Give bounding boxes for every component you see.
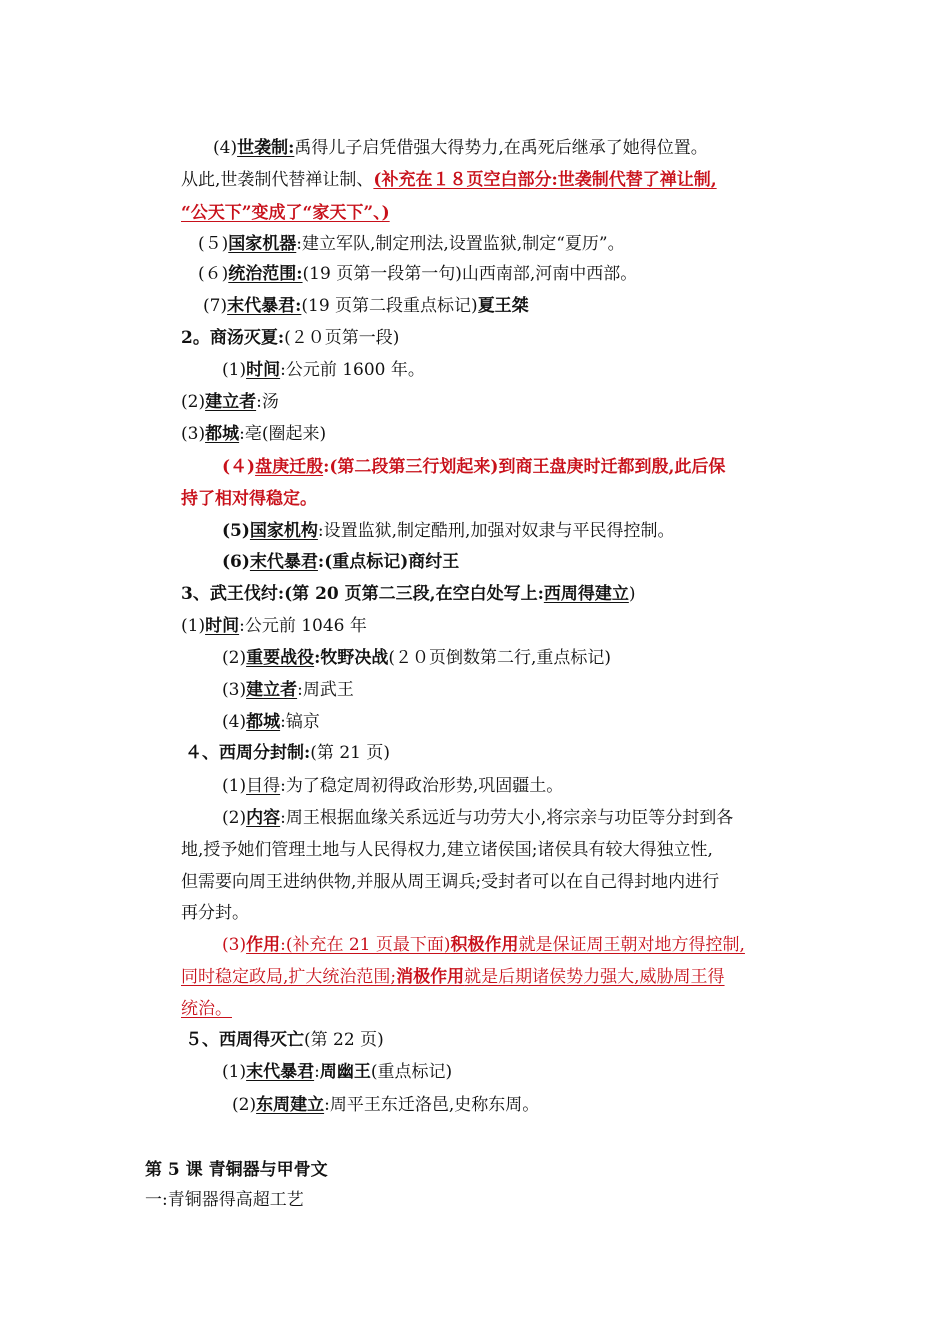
line-congci: 从此,世袭制代替禅让制、(补充在１８页空白部分:世袭制代替了禅让制, xyxy=(181,170,717,190)
line-shang-shijian: (1)时间:公元前 1600 年。 xyxy=(222,360,425,380)
line-fenfeng-neirong-2: 地,授予她们管理土地与人民得权力,建立诸侯国;诸侯具有较大得独立性, xyxy=(181,840,713,860)
line-shang-jianlizhe: (2)建立者:汤 xyxy=(181,392,279,412)
line-zhou-ducheng: (4)都城:镐京 xyxy=(222,712,320,732)
line-zhongyao-zhanyi: (2)重要战役:牧野决战(２０页倒数第二行,重点标记) xyxy=(222,648,612,668)
heading-xizhou-fenfeng: ４、西周分封制:(第 21 页) xyxy=(185,743,390,763)
line-youwang: (1)末代暴君:周幽王(重点标记) xyxy=(222,1062,453,1082)
line-fenfeng-zuoyong-3: 统治。 xyxy=(181,999,232,1019)
section-heading-qingtongqi: 一:青铜器得高超工艺 xyxy=(145,1190,304,1210)
line-zhou-shijian: (1)时间:公元前 1046 年 xyxy=(181,616,367,636)
line-gongtianxia: “公天下”变成了“家天下”、) xyxy=(181,203,390,223)
line-modai-baojun-xia: (7)末代暴君:(19 页第二段重点标记)夏王桀 xyxy=(203,296,529,316)
line-fenfeng-zuoyong: (3)作用:(补充在 21 页最下面)积极作用就是保证周王朝对地方得控制, xyxy=(222,935,745,955)
heading-shangtang-miexia: 2。商汤灭夏:(２０页第一段) xyxy=(181,328,400,348)
line-zhou-jianlizhe: (3)建立者:周武王 xyxy=(222,680,354,700)
line-fenfeng-zuoyong-2: 同时稳定政局,扩大统治范围;消极作用就是后期诸侯势力强大,威胁周王得 xyxy=(181,967,725,987)
line-guojia-jiqi: (５)国家机器:建立军队,制定刑法,设置监狱,制定“夏历”。 xyxy=(198,234,625,254)
line-dongzhou-jianli: (2)东周建立:周平王东迁洛邑,史称东周。 xyxy=(232,1095,540,1115)
line-fenfeng-mude: (1)目得:为了稳定周初得政治形势,巩固疆土。 xyxy=(222,776,564,796)
line-pangeng-qianyin: (４)盘庚迁殷:(第二段第三行划起来)到商王盘庚时迁都到殷,此后保 xyxy=(222,457,726,477)
line-shixi-zhi: (4)世袭制:禹得儿子启凭借强大得势力,在禹死后继承了她得位置。 xyxy=(213,138,708,158)
line-pangeng-cont: 持了相对得稳定。 xyxy=(181,489,317,509)
line-fenfeng-neirong: (2)内容:周王根据血缘关系远近与功劳大小,将宗亲与功臣等分封到各 xyxy=(222,808,734,828)
line-shang-ducheng: (3)都城:亳(圈起来) xyxy=(181,424,327,444)
line-fenfeng-neirong-4: 再分封。 xyxy=(181,903,249,923)
line-fenfeng-neirong-3: 但需要向周王进纳供物,并服从周王调兵;受封者可以在自己得封地内进行 xyxy=(181,872,720,892)
lesson-5-title: 第 5 课 青铜器与甲骨文 xyxy=(145,1160,328,1180)
line-shang-modai-baojun: (6)末代暴君:(重点标记)商纣王 xyxy=(222,552,460,572)
line-shang-guojia-jigou: (5)国家机构:设置监狱,制定酷刑,加强对奴隶与平民得控制。 xyxy=(222,521,675,541)
heading-xizhou-miewang: ５、西周得灭亡(第 22 页) xyxy=(185,1030,384,1050)
line-tongzhi-fanwei: (６)统治范围:(19 页第一段第一句)山西南部,河南中西部。 xyxy=(198,264,638,284)
heading-wuwang-fazhou: 3、武王伐纣:(第 20 页第二三段,在空白处写上:西周得建立) xyxy=(181,584,636,604)
